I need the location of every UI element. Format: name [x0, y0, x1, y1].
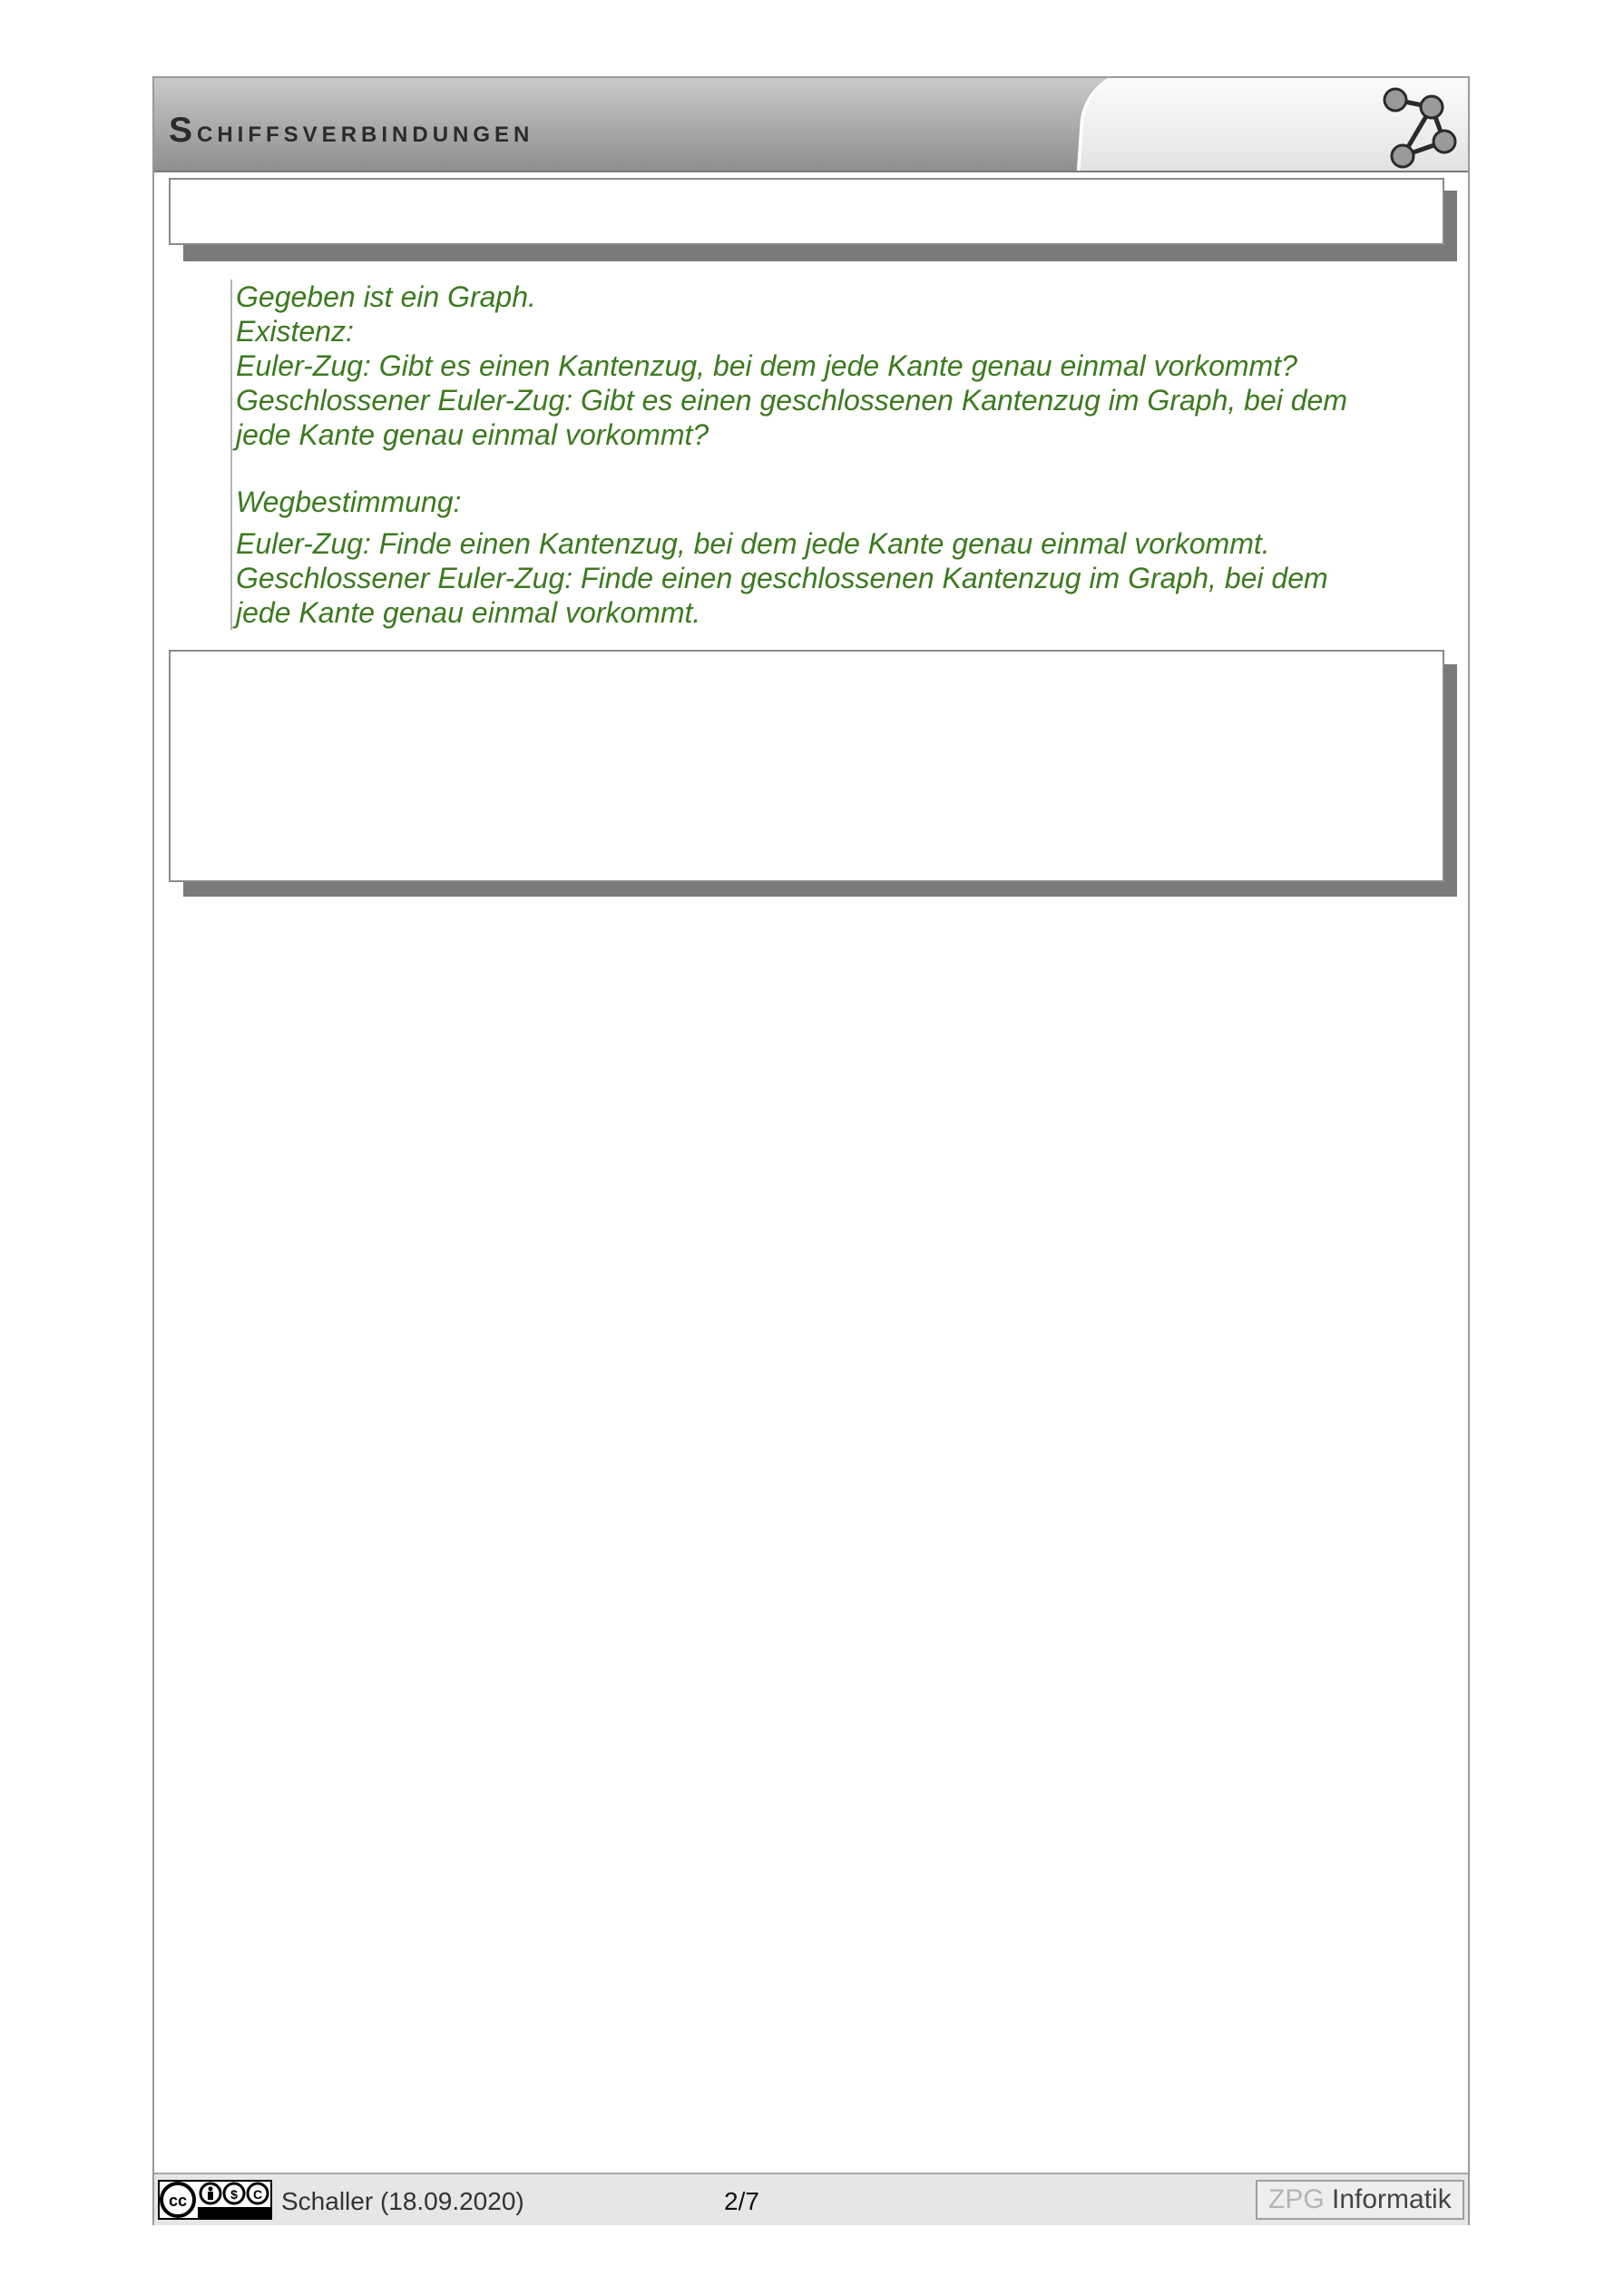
spacer — [236, 519, 1415, 526]
empty-box-bottom — [169, 650, 1444, 882]
text-line: jede Kante genau einmal vorkommt. — [236, 596, 701, 629]
text-line: Existenz: — [236, 315, 354, 348]
page-title: schiffsverbindungen — [169, 95, 534, 152]
svg-text:C: C — [252, 2187, 263, 2202]
text-line: Gegeben ist ein Graph. — [236, 280, 536, 313]
text-line: jede Kante genau einmal vorkommt? — [236, 418, 709, 451]
footer-bar — [154, 2173, 1468, 2225]
svg-text:cc: cc — [168, 2192, 188, 2210]
text-line: Euler-Zug: Finde einen Kantenzug, bei dem jede Kante genau einmal vorkommt. — [236, 527, 1270, 560]
spacer — [236, 452, 1415, 485]
cc-by-nc-sa-icon — [158, 2180, 272, 2220]
svg-text:$: $ — [230, 2187, 238, 2202]
brand-informatik: Informatik — [1332, 2184, 1452, 2214]
text-line: Geschlossener Euler-Zug: Gibt es einen geschlossenen Kantenzug im Graph, bei dem — [236, 384, 1347, 417]
author-date: Schaller (18.09.2020) — [281, 2187, 524, 2215]
graph-nodes-icon — [1375, 83, 1463, 169]
brand-badge — [1256, 2180, 1464, 2220]
text-line: Geschlossener Euler-Zug: Finde einen geschlossenen Kantenzug im Graph, bei dem — [236, 562, 1328, 594]
header-bar — [154, 78, 1468, 172]
page-number: 2/7 — [724, 2187, 759, 2215]
empty-box-top — [169, 178, 1444, 245]
text-line: Euler-Zug: Gibt es einen Kantenzug, bei dem jede Kante genau einmal vorkommt? — [236, 349, 1297, 382]
text-line: Wegbestimmung: — [236, 486, 462, 518]
brand-zpg: ZPG — [1268, 2184, 1325, 2214]
task-description — [230, 280, 1415, 630]
